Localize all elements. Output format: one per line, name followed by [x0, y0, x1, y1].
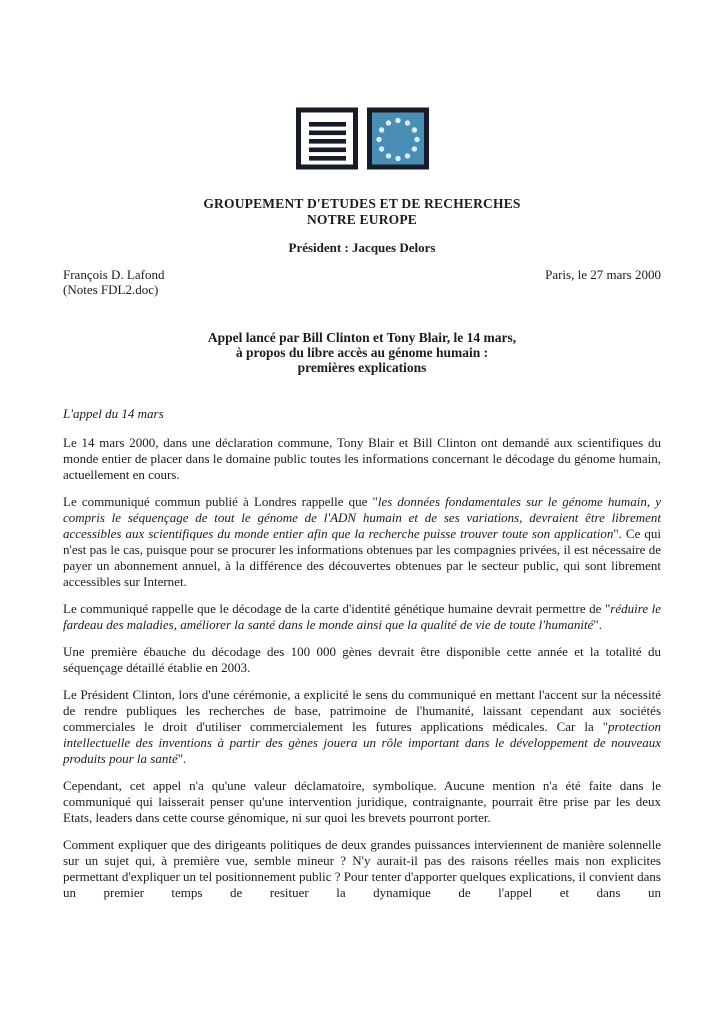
document-lines-icon [296, 107, 358, 170]
notes-reference: (Notes FDL2.doc) [63, 282, 159, 297]
quoted-italic-text: réduire le fardeau des maladies, améliorer la santé dans le monde ainsi que la qualité de vie de toute l'humanité [63, 601, 662, 632]
paragraph-text: Le 14 mars 2000, dans une déclaration commune, Tony Blair et Bill Clinton ont demandé aux scientifiques du monde entier de placer dans le domaine public toutes les informations concernant le décodage du génome humain, actuellement en cours. [63, 435, 661, 482]
org-line-1: GROUPEMENT D'ETUDES ET DE RECHERCHES [203, 196, 521, 211]
paragraph-text: Le Président Clinton, lors d'une cérémonie, a explicité le sens du communiqué en mettant l'accent sur la nécessité de rendre publiques les recherches de base, patrimoine de l'humanité, laissant cependant aux sociétés commerciales le droit d'utiliser commercialement les futures applications médicales. Car la " [63, 687, 661, 734]
document-title [63, 330, 661, 375]
quoted-italic-text: protection intellectuelle des inventions à partir des gènes jouera un rôle important dans le développement de nouveaux produits pour la santé [63, 719, 661, 766]
paragraph-text: Cependant, cet appel n'a qu'une valeur déclamatoire, symbolique. Aucune mention n'a été faite dans le communiqué qui laisserait penser qu'une intervention juridique, contraignante, pourrait être prise par les deux Etats, leaders dans cette course génomique, ni sur quoi les brevets pourront porter. [63, 778, 661, 825]
paragraph-text: ". [593, 617, 602, 632]
body-paragraph [63, 778, 661, 826]
body-paragraph [63, 494, 661, 590]
paragraph-text: Comment expliquer que des dirigeants politiques de deux grandes puissances interviennent de manière solennelle sur un sujet qui, à première vue, semble mineur ? N'y aurait-il pas des raisons réelles mais non explicites permettant d'expliquer un tel positionnement public ? Pour tenter d'apporter quelques explications, il convient dans un premier temps de resituer la dynamique de l'appel et dans un [63, 837, 661, 900]
dateline: Paris, le 27 mars 2000 [545, 267, 661, 282]
org-line-2: NOTRE EUROPE [306, 212, 418, 227]
body-paragraph [63, 687, 661, 767]
paragraph-text: ". Ce qui n'est pas le cas, puisque pour se procurer les informations obtenues par les compagnies privées, il est nécessaire de payer un abonnement annuel, à la différence des découvertes obtenues par le secteur public, qui sont librement accessibles sur Internet. [63, 526, 661, 589]
section-heading: L'appel du 14 mars [63, 406, 164, 421]
body-paragraph [63, 644, 661, 676]
body-paragraph [63, 837, 661, 901]
paragraph-text: Le communiqué rappelle que le décodage de la carte d'identité génétique humaine devrait permettre de " [63, 601, 611, 616]
paragraph-text: Le communiqué commun publié à Londres rappelle que " [63, 494, 378, 509]
organization-name [63, 196, 661, 228]
body-paragraphs [63, 435, 661, 901]
title-line-1: Appel lancé par Bill Clinton et Tony Blair, le 14 mars, [207, 330, 517, 345]
title-line-2: à propos du libre accès au génome humain : [235, 345, 489, 360]
president-line: Président : Jacques Delors [288, 240, 436, 255]
title-line-3: premières explications [297, 360, 427, 375]
body-paragraph [63, 435, 661, 483]
body-paragraph [63, 601, 661, 633]
meta-row [63, 267, 661, 297]
quoted-italic-text: les données fondamentales sur le génome humain, y compris le séquençage de tout le génome de l'ADN humain et de ses variations, devraient être librement accessibles aux scientifiques du monde entier afin que la recherche puisse trouver toute son application [63, 494, 661, 541]
author-name: François D. Lafond [63, 267, 165, 282]
eu-flag-icon [367, 107, 429, 170]
paragraph-text: ". [177, 751, 187, 766]
paragraph-text: Une première ébauche du décodage des 100 000 gènes devrait être disponible cette année et la totalité du séquençage détaillé établie en 2003. [63, 644, 661, 675]
author-block [63, 267, 164, 297]
notre-europe-logo [63, 0, 661, 170]
